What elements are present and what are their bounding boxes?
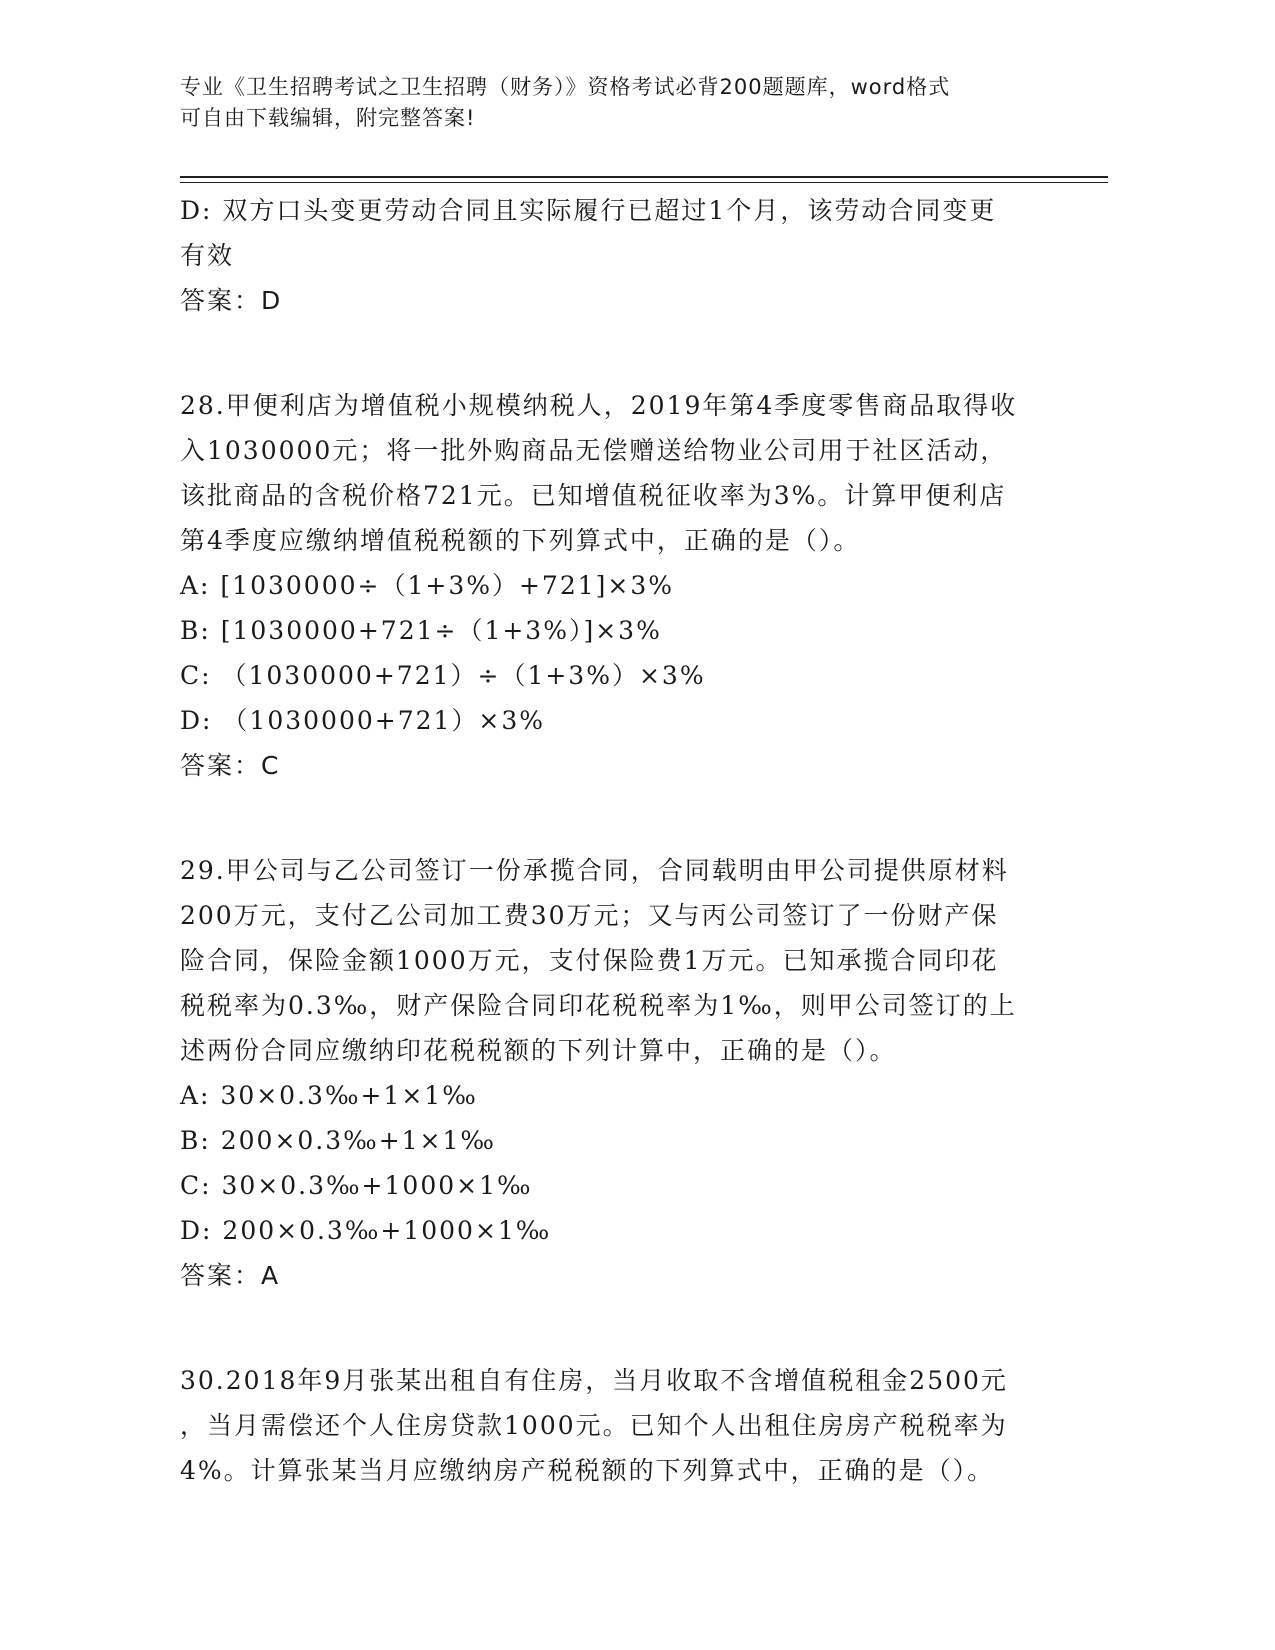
- option-c: C: （1030000+721）÷（1+3%）×3%: [180, 661, 706, 690]
- option-d: D: 200×0.3‰+1000×1‰: [180, 1216, 552, 1245]
- question-text-line: 述两份合同应缴纳印花税税额的下列计算中，正确的是（）。: [180, 1036, 897, 1065]
- question-text-line: 险合同，保险金额1000万元，支付保险费1万元。已知承揽合同印花: [180, 946, 999, 975]
- header-line-1: 专业《卫生招聘考试之卫生招聘（财务）》资格考试必背200题题库，word格式: [180, 75, 951, 99]
- question-29: [180, 848, 1060, 1298]
- question-text-line: 200万元，支付乙公司加工费30万元；又与丙公司签订了一份财产保: [180, 901, 999, 930]
- question-28: [180, 383, 1060, 788]
- option-d-continued: 有效: [180, 241, 235, 270]
- question-text-line: 30.2018年9月张某出租自有住房，当月收取不含增值税租金2500元: [180, 1366, 1008, 1395]
- option-d: D: （1030000+721）×3%: [180, 706, 546, 735]
- option-b: B: 200×0.3‰+1×1‰: [180, 1126, 496, 1155]
- question-27-tail: [180, 188, 1060, 323]
- question-text-line: 该批商品的含税价格721元。已知增值税征收率为3%。计算甲便利店: [180, 481, 1007, 510]
- question-text-line: 4%。计算张某当月应缴纳房产税税额的下列算式中，正确的是（）。: [180, 1456, 995, 1485]
- question-list: [180, 188, 1060, 1493]
- spacer: [180, 788, 1060, 848]
- answer-label: 答案：D: [180, 286, 283, 315]
- question-30: [180, 1358, 1060, 1493]
- header-divider-thick: [180, 176, 1108, 178]
- option-a: A: 30×0.3‰+1×1‰: [180, 1081, 478, 1110]
- spacer: [180, 323, 1060, 383]
- option-c: C: 30×0.3‰+1000×1‰: [180, 1171, 533, 1200]
- document-header: [180, 72, 1060, 134]
- question-text-line: 税税率为0.3‰，财产保险合同印花税税率为1‰，则甲公司签订的上: [180, 991, 1017, 1020]
- option-b: B: [1030000+721÷（1+3%）]×3%: [180, 616, 662, 645]
- question-text-line: 28.甲便利店为增值税小规模纳税人，2019年第4季度零售商品取得收: [180, 391, 1018, 420]
- answer-label: 答案：C: [180, 751, 281, 780]
- question-text-line: 入1030000元；将一批外购商品无偿赠送给物业公司用于社区活动，: [180, 436, 1008, 465]
- answer-label: 答案：A: [180, 1261, 281, 1290]
- question-text-line: 29.甲公司与乙公司签订一份承揽合同，合同载明由甲公司提供原材料: [180, 856, 1009, 885]
- question-text-line: 第4季度应缴纳增值税税额的下列算式中，正确的是（）。: [180, 526, 861, 555]
- question-text-line: ，当月需偿还个人住房贷款1000元。已知个人出租住房房产税税率为: [180, 1411, 1008, 1440]
- header-divider-thin: [180, 182, 1108, 183]
- header-line-2: 可自由下载编辑，附完整答案!: [180, 106, 476, 130]
- spacer: [180, 1298, 1060, 1358]
- option-d: D: 双方口头变更劳动合同且实际履行已超过1个月，该劳动合同变更: [180, 196, 997, 225]
- option-a: A: [1030000÷（1+3%）+721]×3%: [180, 571, 675, 600]
